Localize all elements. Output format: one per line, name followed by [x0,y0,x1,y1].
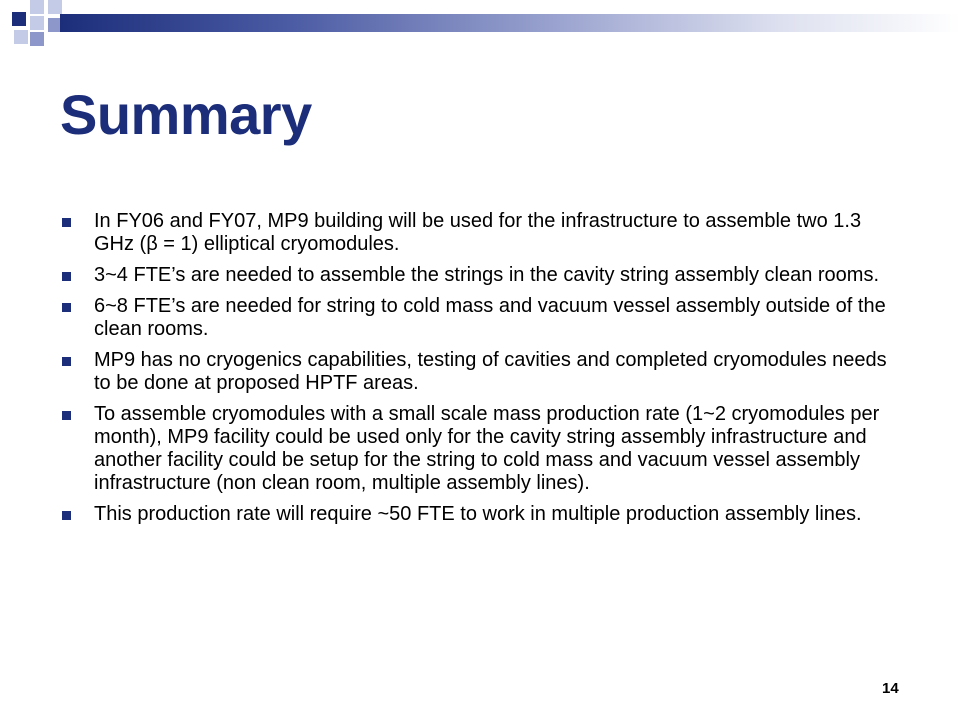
page-number: 14 [882,680,899,697]
decorative-square [14,30,28,44]
square-bullet-icon [62,272,71,281]
bullet-item [60,295,905,341]
bullet-item [60,349,905,395]
bullet-item [60,210,905,256]
bullet-item [60,503,905,526]
square-bullet-icon [62,411,71,420]
header-gradient-bar [60,14,960,32]
bullet-text: 6~8 FTE’s are needed for string to cold mass and vacuum vessel assembly outside of the clean rooms. [94,295,886,340]
bullet-item [60,403,905,495]
header-decoration [0,0,960,60]
bullet-text: This production rate will require ~50 FTE to work in multiple production assembly lines. [94,503,862,525]
bullet-text: 3~4 FTE’s are needed to assemble the strings in the cavity string assembly clean rooms. [94,264,880,286]
bullet-text: To assemble cryomodules with a small scale mass production rate (1~2 cryomodules per month), MP9 facility could be used only for the cavity string assembly infrastructure and another facility could be setup for the string to cold mass and vacuum vessel assembly infrastructure (non clean room, multiple assembly lines). [94,403,880,494]
decorative-square [30,16,44,30]
slide-title: Summary [60,83,312,146]
square-bullet-icon [62,511,71,520]
square-bullet-icon [62,357,71,366]
decorative-square [48,0,62,14]
square-bullet-icon [62,218,71,227]
bullet-text: MP9 has no cryogenics capabilities, testing of cavities and completed cryomodules needs to be done at proposed HPTF areas. [94,349,887,394]
bullet-item [60,264,905,287]
bullet-text: In FY06 and FY07, MP9 building will be used for the infrastructure to assemble two 1.3 GHz (β = 1) elliptical cryomodules. [94,210,862,255]
decorative-square [30,32,44,46]
square-bullet-icon [62,303,71,312]
decorative-square [30,0,44,14]
decorative-square [12,12,26,26]
bullet-list [60,210,905,534]
